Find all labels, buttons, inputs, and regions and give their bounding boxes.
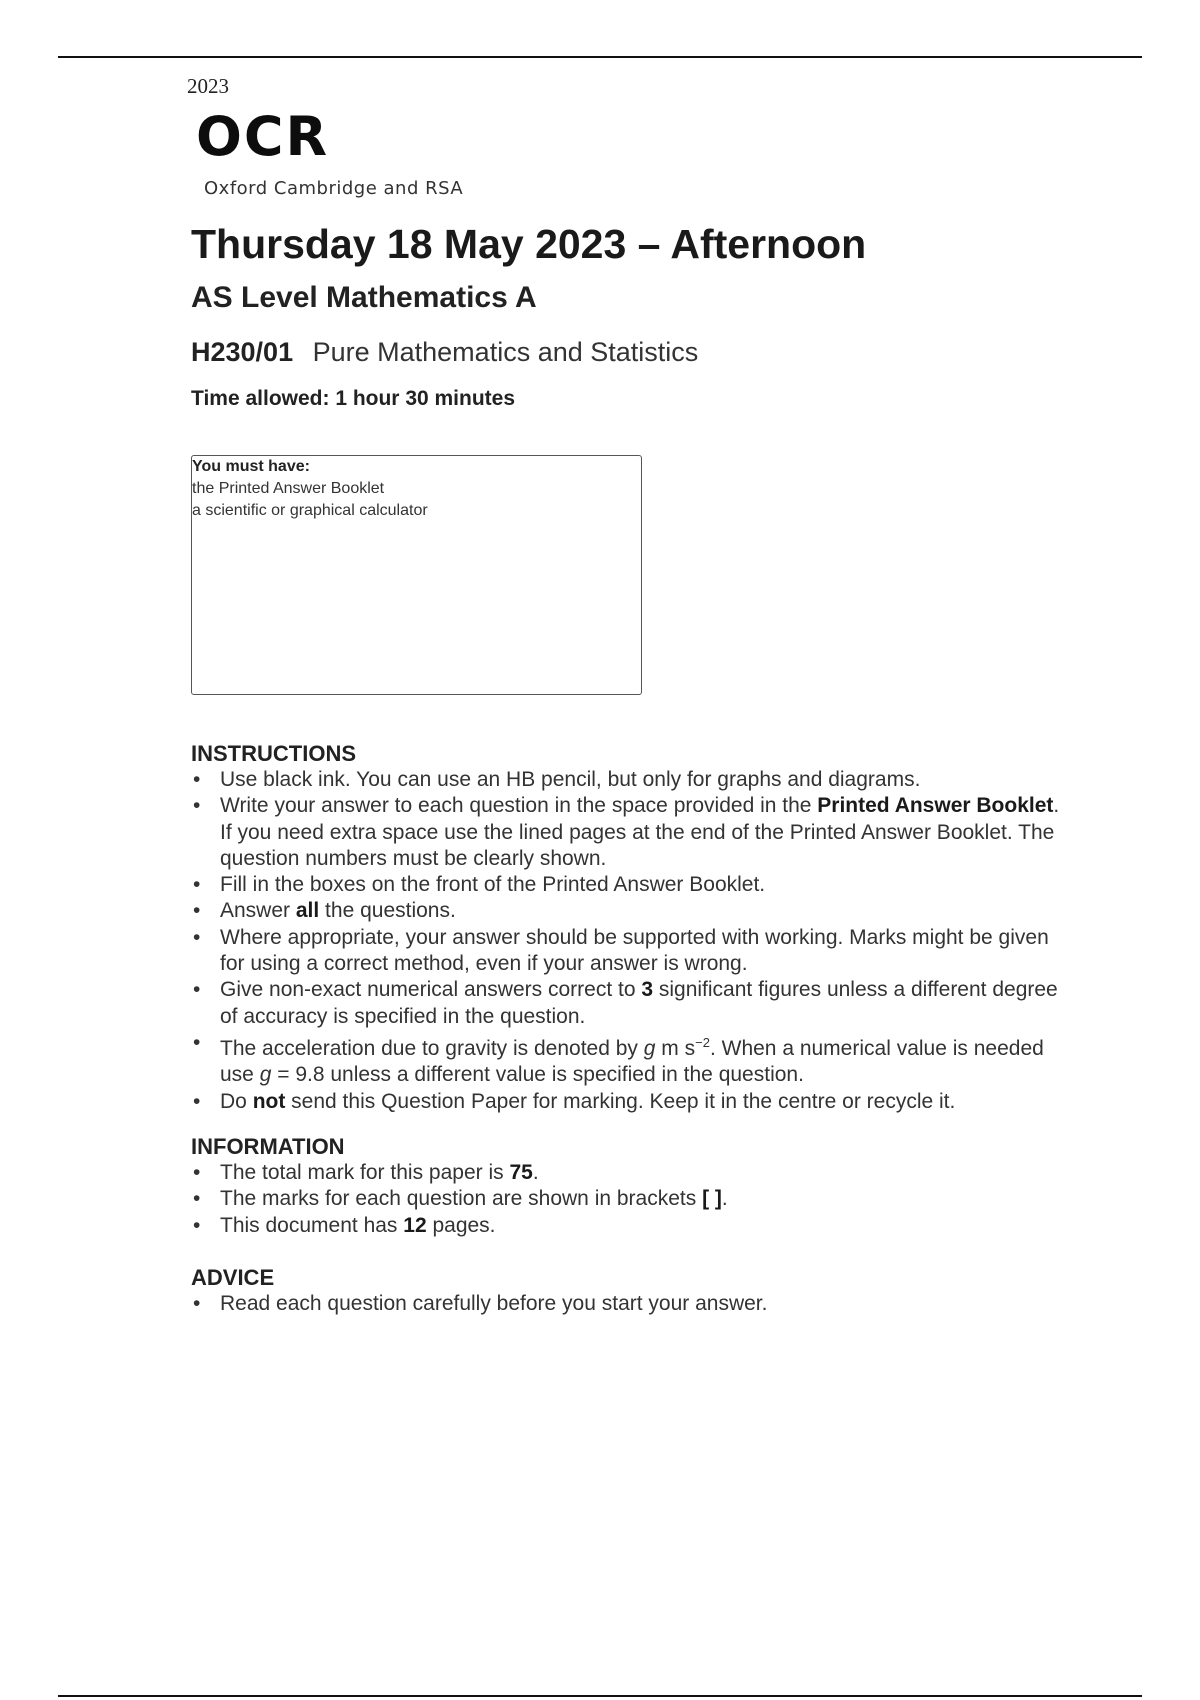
must-have-item: the Printed Answer Booklet: [192, 480, 385, 497]
bullet-icon: •: [193, 794, 201, 818]
instruction-item: • Where appropriate, your answer should be supported with working. Marks might be given for using a correct method, even if your answer is wrong.: [193, 925, 1049, 976]
bottom-rule: [58, 1695, 1142, 1697]
component-name: Pure Mathematics and Statistics: [312, 337, 699, 367]
exam-date-title: Thursday 18 May 2023 – Afternoon: [191, 221, 867, 267]
instruction-item: • The acceleration due to gravity is denoted by g m $s^{-2}$. When a numerical value is needed use g = 9.8 unless a different value is specified in the question.: [193, 1030, 1044, 1087]
instructions-list: [191, 767, 1061, 1115]
instruction-item: • Use black ink. You can use an HB pencil, but only for graphs and diagrams.: [191, 767, 1061, 793]
advice-section: [191, 1265, 1061, 1317]
instruction-item: • Answer all the questions.: [191, 898, 1061, 924]
instruction-item: • Fill in the boxes on the front of the Printed Answer Booklet.: [191, 872, 1061, 898]
information-item: • The marks for each question are shown in brackets [ ].: [191, 1186, 1061, 1212]
qualification-title: AS Level Mathematics A: [191, 281, 537, 314]
component-line: [191, 337, 698, 368]
bullet-icon: •: [193, 925, 201, 949]
instruction-item: • Write your answer to each question in the space provided in the Printed Answer Booklet. If you need extra space use the lined pages at the end of the Printed Answer Booklet. The question numbers must be clearly shown.: [193, 794, 1060, 870]
bullet-icon: •: [193, 768, 201, 791]
information-section: [191, 1134, 1061, 1239]
year-label: 2023: [187, 74, 229, 98]
information-list: [191, 1160, 1061, 1239]
component-code: H230/01: [191, 337, 294, 367]
bullet-icon: •: [193, 1030, 201, 1054]
bullet-icon: •: [193, 899, 201, 923]
instructions-section: [191, 741, 1061, 1115]
information-item: • This document has 12 pages.: [191, 1213, 1061, 1239]
instructions-heading: INSTRUCTIONS: [191, 741, 356, 766]
information-item: • The total mark for this paper is 75.: [191, 1160, 1061, 1186]
bullet-icon: •: [193, 978, 201, 1002]
advice-heading: ADVICE: [191, 1265, 275, 1290]
bullet-icon: •: [193, 1292, 201, 1315]
bullet-icon: •: [193, 1161, 201, 1184]
bullet-icon: •: [193, 1187, 201, 1211]
instruction-item: • Give non-exact numerical answers correct to 3 significant figures unless a different degree of accuracy is specified in the question.: [193, 978, 1058, 1028]
bullet-icon: •: [193, 1213, 201, 1237]
must-have-item: a scientific or graphical calculator: [192, 502, 428, 519]
ocr-logo: [196, 105, 464, 199]
logo-mark: OCR: [196, 105, 330, 168]
instruction-item: • Do not send this Question Paper for marking. Keep it in the centre or recycle it.: [191, 1089, 1061, 1115]
information-heading: INFORMATION: [191, 1134, 345, 1159]
must-have-box: [191, 455, 642, 695]
advice-list: [191, 1291, 1061, 1317]
top-rule: [58, 56, 1142, 58]
must-have-title: You must have:: [192, 458, 310, 475]
logo-tagline: Oxford Cambridge and RSA: [204, 178, 464, 199]
bullet-icon: •: [193, 1089, 201, 1113]
bullet-icon: •: [193, 873, 201, 897]
time-allowed: Time allowed: 1 hour 30 minutes: [191, 387, 516, 410]
advice-item: • Read each question carefully before you start your answer.: [191, 1291, 1061, 1317]
